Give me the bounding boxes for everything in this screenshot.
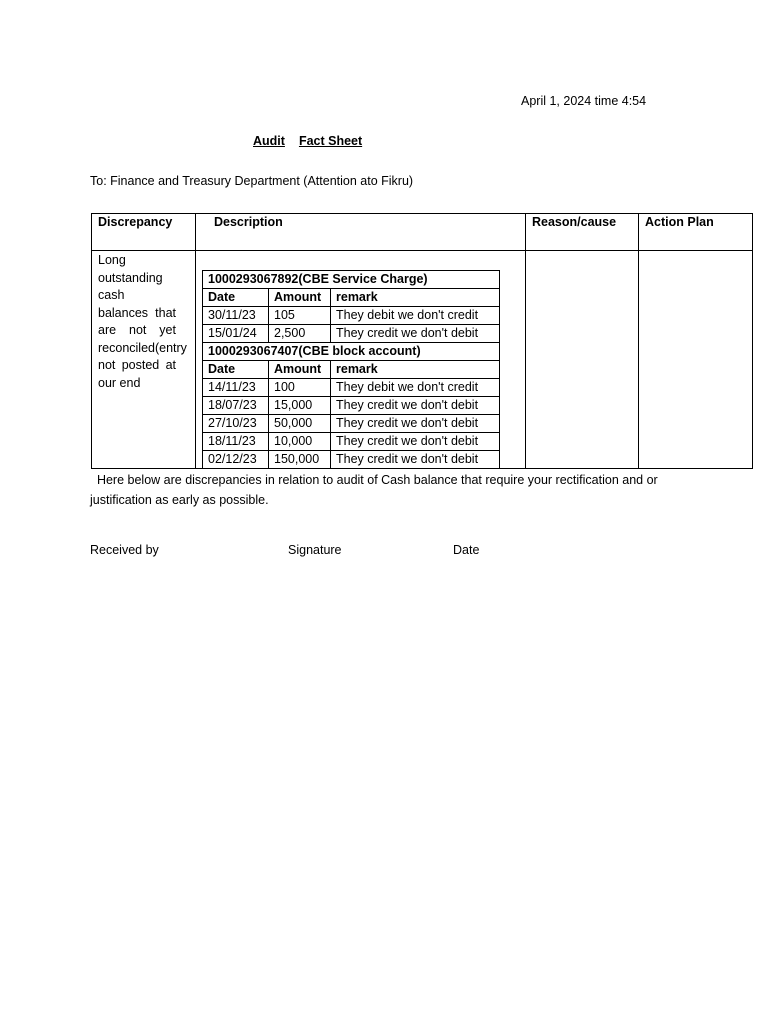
signature-label: Signature	[288, 543, 342, 557]
cell-remark: They credit we don't debit	[331, 397, 500, 415]
table-row	[203, 415, 500, 433]
cell-date: 14/11/23	[203, 379, 269, 397]
date-label: Date	[453, 543, 480, 557]
document-title	[253, 134, 362, 148]
table-row	[203, 397, 500, 415]
account-header-row	[203, 361, 500, 379]
cell-remark: They debit we don't credit	[331, 379, 500, 397]
table-row	[203, 325, 500, 343]
header-reason: Reason/cause	[526, 214, 639, 251]
cell-amount: 100	[269, 379, 331, 397]
description-cell	[196, 251, 526, 469]
cell-amount: 50,000	[269, 415, 331, 433]
table-row	[203, 379, 500, 397]
table-row	[203, 451, 500, 469]
account-title-row	[203, 343, 500, 361]
cell-date: 18/07/23	[203, 397, 269, 415]
cell-remark: They credit we don't debit	[331, 325, 500, 343]
account-title: 1000293067407(CBE block account)	[203, 343, 500, 361]
action-plan-cell	[639, 251, 753, 469]
table-body-row	[92, 251, 753, 469]
column-header-date: Date	[203, 289, 269, 307]
header-description: Description	[196, 214, 526, 251]
discrepancy-cell	[92, 251, 196, 469]
cell-amount: 10,000	[269, 433, 331, 451]
note-text: Here below are discrepancies in relation to audit of Cash balance that require your rectification and or justification as early as possible.	[90, 473, 658, 507]
column-header-remark: remark	[331, 289, 500, 307]
account-title: 1000293067892(CBE Service Charge)	[203, 271, 500, 289]
document-date-time: April 1, 2024 time 4:54	[521, 94, 647, 108]
cell-date: 27/10/23	[203, 415, 269, 433]
cell-amount: 105	[269, 307, 331, 325]
cell-amount: 15,000	[269, 397, 331, 415]
title-part-1: Audit	[253, 134, 285, 148]
cell-date: 18/11/23	[203, 433, 269, 451]
reason-cell	[526, 251, 639, 469]
cell-remark: They debit we don't credit	[331, 307, 500, 325]
account-header-row	[203, 289, 500, 307]
account-details-table	[202, 270, 500, 468]
cell-date: 02/12/23	[203, 451, 269, 469]
cell-remark: They credit we don't debit	[331, 451, 500, 469]
column-header-remark: remark	[331, 361, 500, 379]
title-part-2: Fact Sheet	[298, 134, 363, 148]
cell-amount: 150,000	[269, 451, 331, 469]
account-title-row	[203, 271, 500, 289]
fact-sheet-table	[91, 213, 753, 469]
table-row	[203, 307, 500, 325]
received-by-label: Received by	[90, 543, 159, 557]
header-action-plan: Action Plan	[639, 214, 753, 251]
cell-amount: 2,500	[269, 325, 331, 343]
header-discrepancy: Discrepancy	[92, 214, 196, 251]
table-row	[203, 433, 500, 451]
column-header-amount: Amount	[269, 289, 331, 307]
cell-remark: They credit we don't debit	[331, 415, 500, 433]
column-header-amount: Amount	[269, 361, 331, 379]
recipient-line: To: Finance and Treasury Department (Attention ato Fikru)	[90, 174, 414, 188]
discrepancy-text: Long outstanding cash balances that are not yet reconciled(entry not posted at our end	[98, 253, 187, 390]
cell-remark: They credit we don't debit	[331, 433, 500, 451]
cell-date: 30/11/23	[203, 307, 269, 325]
column-header-date: Date	[203, 361, 269, 379]
note-paragraph	[90, 470, 690, 510]
table-header-row	[92, 214, 753, 251]
cell-date: 15/01/24	[203, 325, 269, 343]
